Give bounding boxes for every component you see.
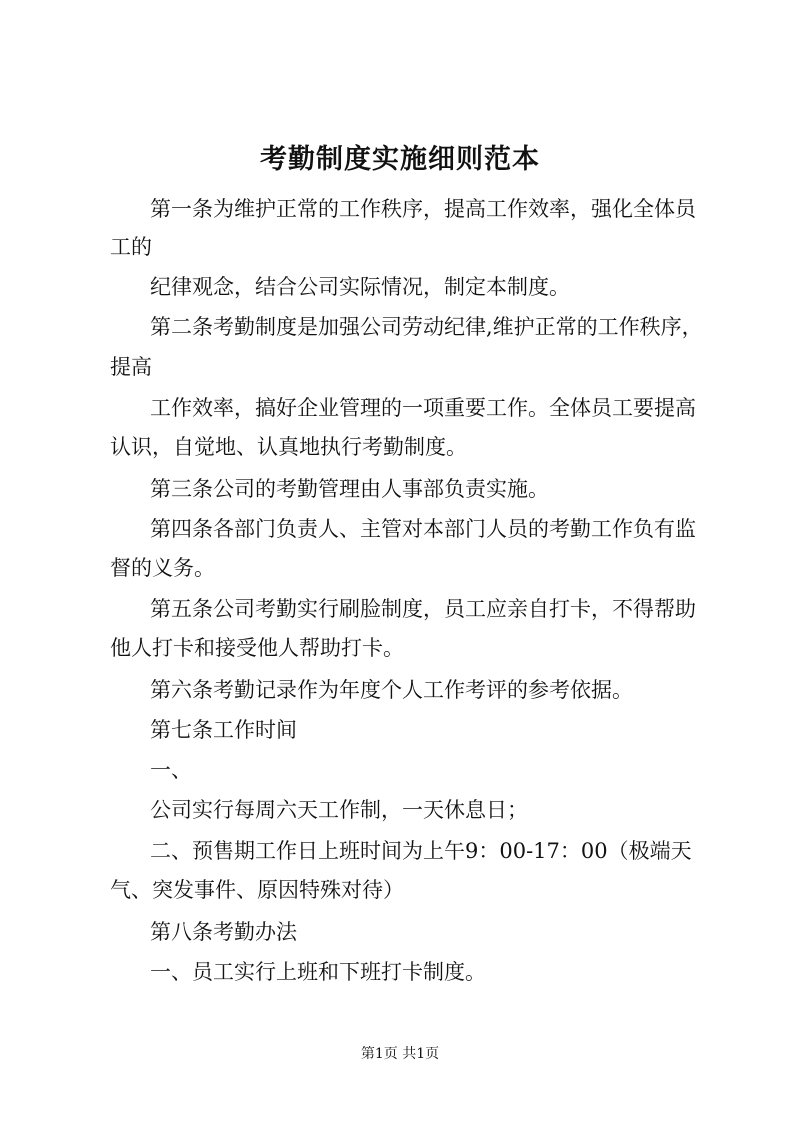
text-line: 工作效率，搞好企业管理的一项重要工作。全体员工要提高 (150, 396, 696, 420)
text-line: 第三条公司的考勤管理由人事部负责实施。 (150, 477, 549, 501)
text-line: 工的 (110, 235, 152, 259)
text-line: 第七条工作时间 (150, 718, 297, 742)
page-number-footer: 第1页 共1页 (360, 1046, 440, 1062)
text-line: 第六条考勤记录作为年度个人工作考评的参考依据。 (150, 678, 633, 702)
document-title: 考勤制度实施细则范本 (260, 144, 540, 175)
text-line: 一、员工实行上班和下班打卡制度。 (150, 960, 486, 984)
text-line: 纪律观念，结合公司实际情况，制定本制度。 (150, 275, 570, 299)
text-line: 一、 (150, 758, 192, 782)
text-line: 第一条为维护正常的工作秩序，提高工作效率，强化全体员 (150, 197, 696, 221)
text-line: 二、预售期工作日上班时间为上午9：00-17：00（极端天 (150, 839, 692, 863)
text-line: 督的义务。 (110, 556, 215, 580)
text-line: 气、突发事件、原因特殊对待） (110, 878, 404, 902)
text-line: 公司实行每周六天工作制，一天休息日； (150, 798, 528, 822)
text-line: 第五条公司考勤实行刷脸制度，员工应亲自打卡，不得帮助 (150, 597, 696, 621)
text-line: 认识，自觉地、认真地执行考勤制度。 (110, 435, 467, 459)
text-line: 他人打卡和接受他人帮助打卡。 (110, 636, 404, 660)
text-line: 第二条考勤制度是加强公司劳动纪律,维护正常的工作秩序， (150, 315, 703, 339)
text-line: 第四条各部门负责人、主管对本部门人员的考勤工作负有监 (150, 517, 696, 541)
text-line: 提高 (110, 355, 152, 379)
text-line: 第八条考勤办法 (150, 920, 297, 944)
